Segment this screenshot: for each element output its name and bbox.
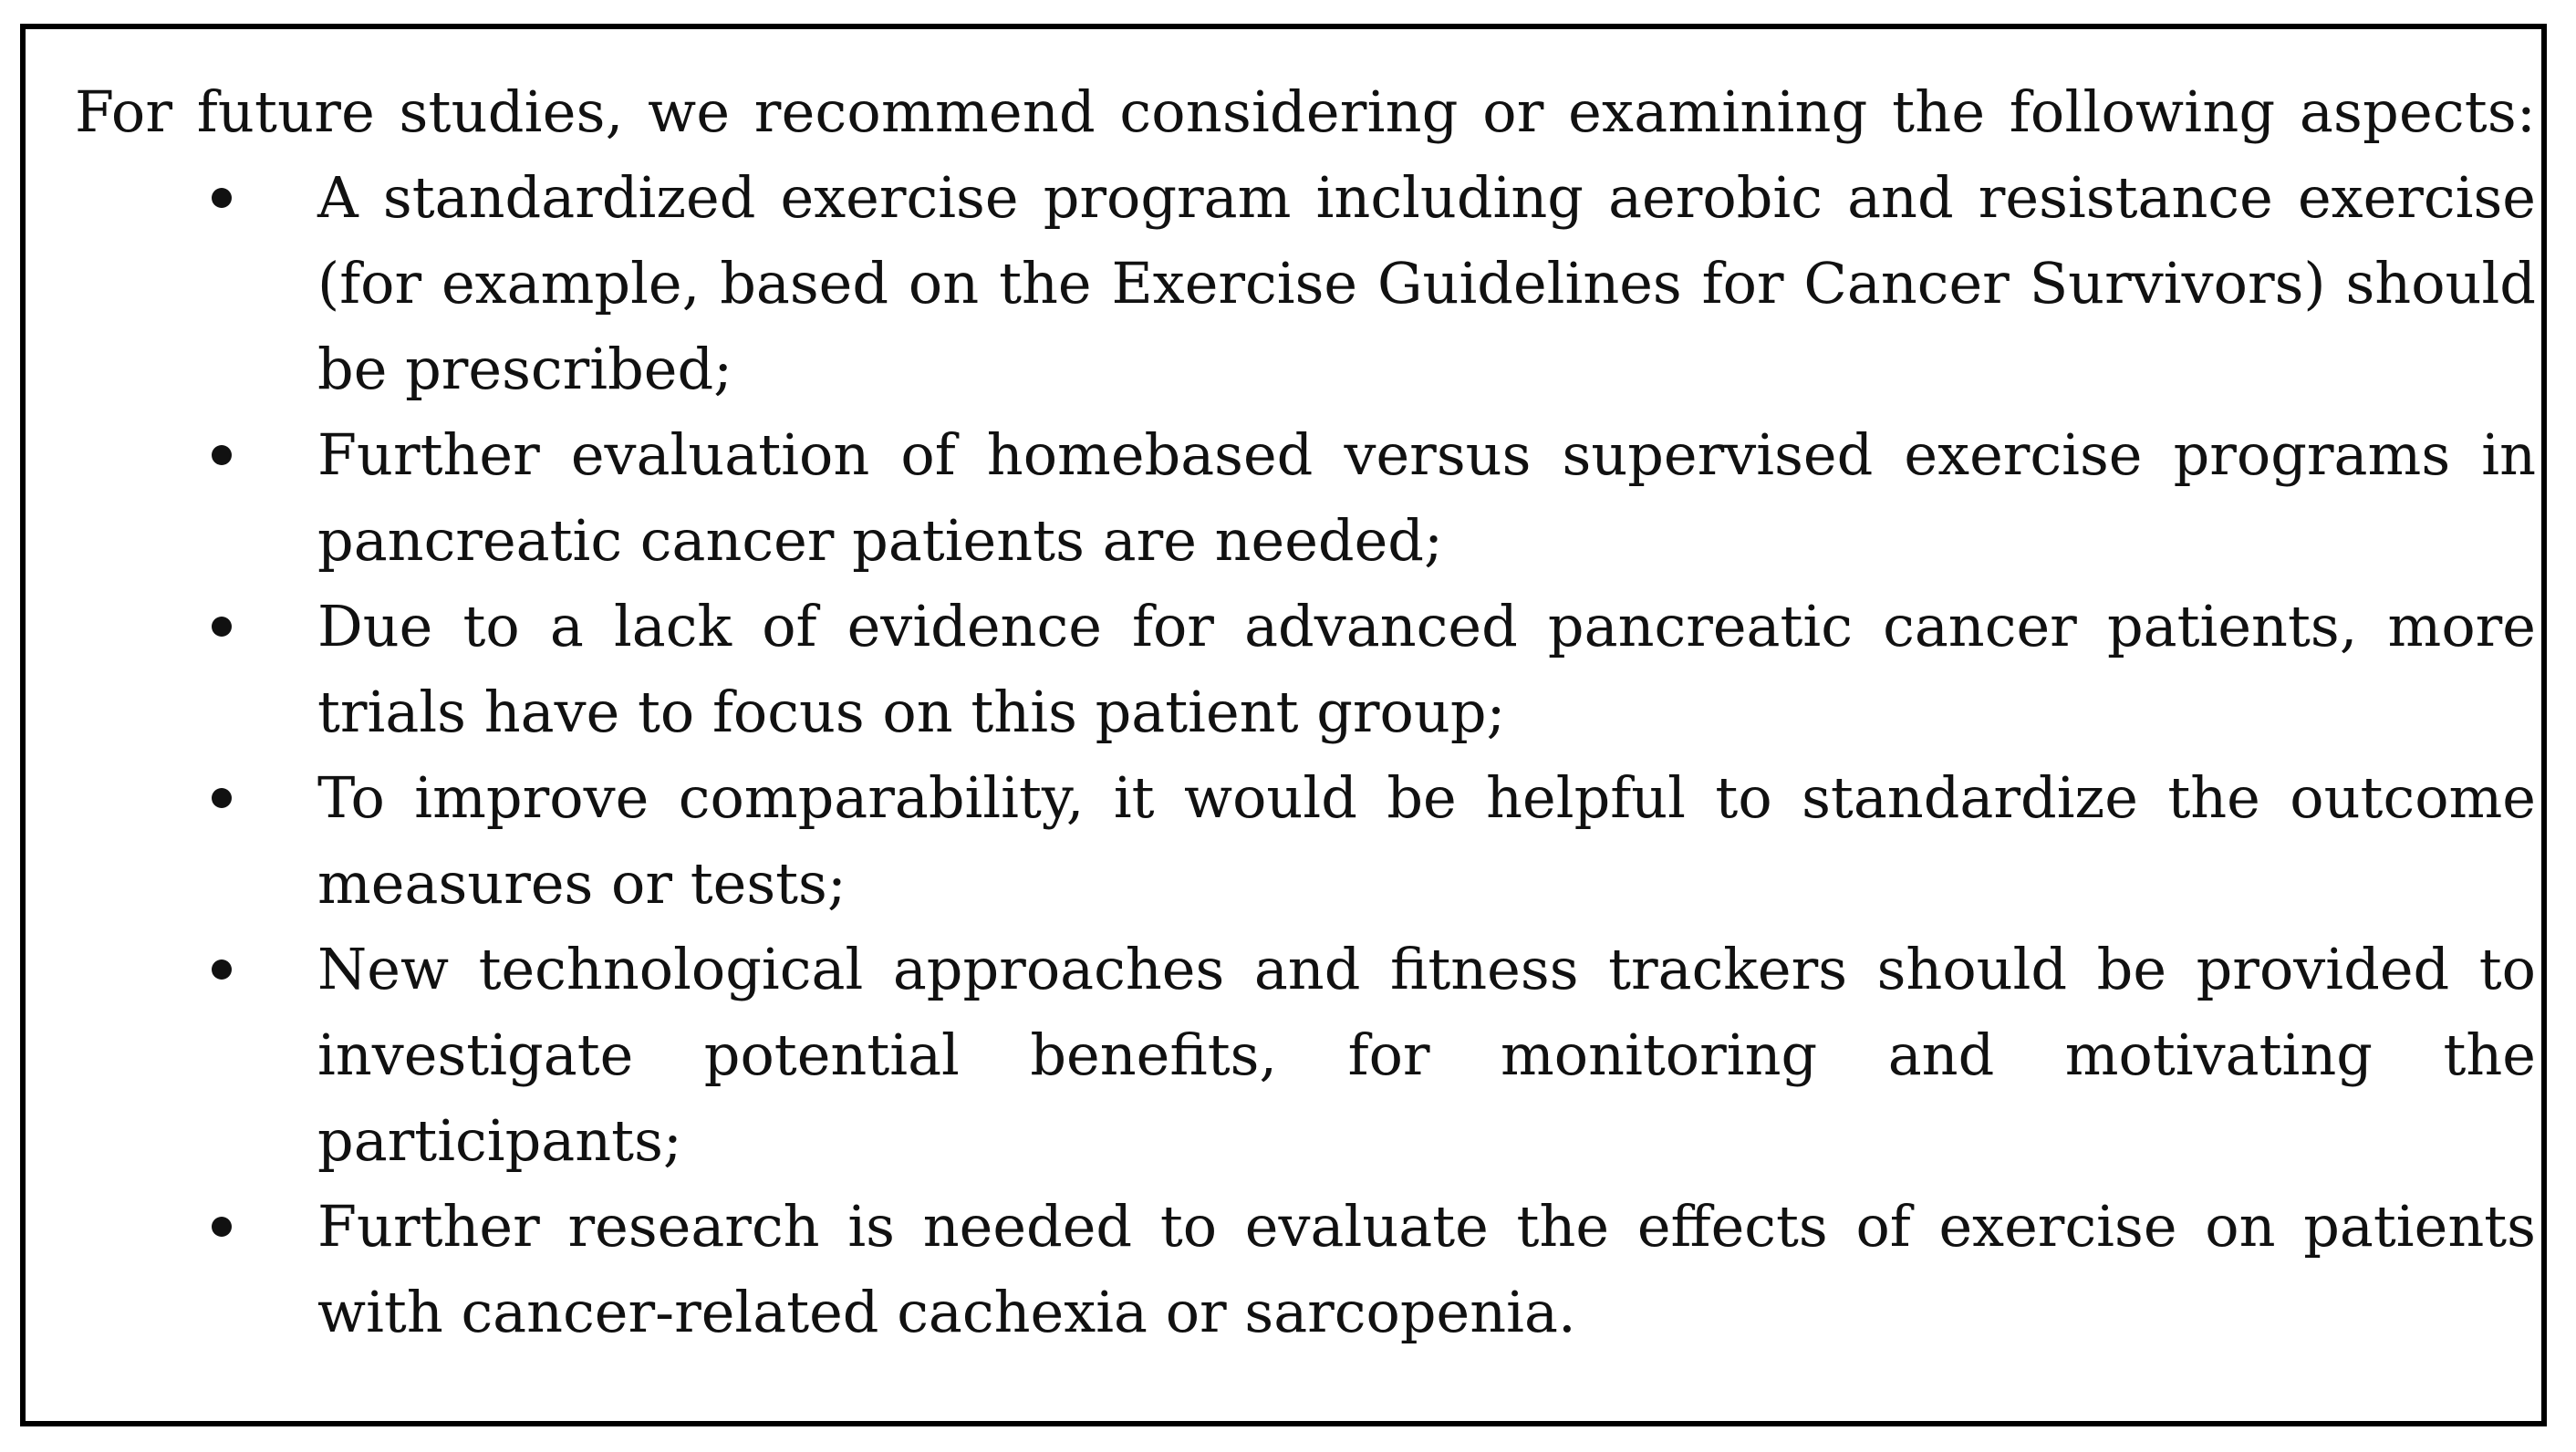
list-item bbox=[75, 755, 2536, 927]
box-content bbox=[75, 69, 2536, 1355]
recommendations-box bbox=[20, 24, 2547, 1426]
list-item-text: Due to a lack of evidence for advanced pancreatic cancer patients, more trials have to focus on this patient group; bbox=[317, 593, 2536, 745]
list-item bbox=[75, 412, 2536, 584]
list-item-text: Further research is needed to evaluate the effects of exercise on patients with cancer-related cachexia or sarcopenia. bbox=[317, 1193, 2536, 1345]
list-item-text: New technological approaches and fitness trackers should be provided to investigate potential benefits, for monitoring and motivating the participants; bbox=[317, 936, 2536, 1174]
bullet-icon bbox=[212, 188, 232, 208]
list-item-text: To improve comparability, it would be helpful to standardize the outcome measures or tests; bbox=[317, 764, 2536, 917]
bullet-icon bbox=[212, 445, 232, 465]
list-item bbox=[75, 584, 2536, 755]
bullet-icon bbox=[212, 788, 232, 808]
list-item bbox=[75, 1184, 2536, 1355]
bullet-icon bbox=[212, 959, 232, 980]
list-item bbox=[75, 927, 2536, 1184]
bullet-icon bbox=[212, 617, 232, 637]
list-item-text: A standardized exercise program including aerobic and resistance exercise (for example, based on the Exercise Guidelines for Cancer Survivors) should be prescribed; bbox=[317, 164, 2536, 402]
intro-text: For future studies, we recommend considering or examining the following aspects: bbox=[75, 78, 2536, 145]
list-item bbox=[75, 155, 2536, 412]
recommendation-list bbox=[75, 155, 2536, 1355]
list-item-text: Further evaluation of homebased versus supervised exercise programs in pancreatic cancer patients are needed; bbox=[317, 421, 2536, 574]
bullet-icon bbox=[212, 1217, 232, 1237]
